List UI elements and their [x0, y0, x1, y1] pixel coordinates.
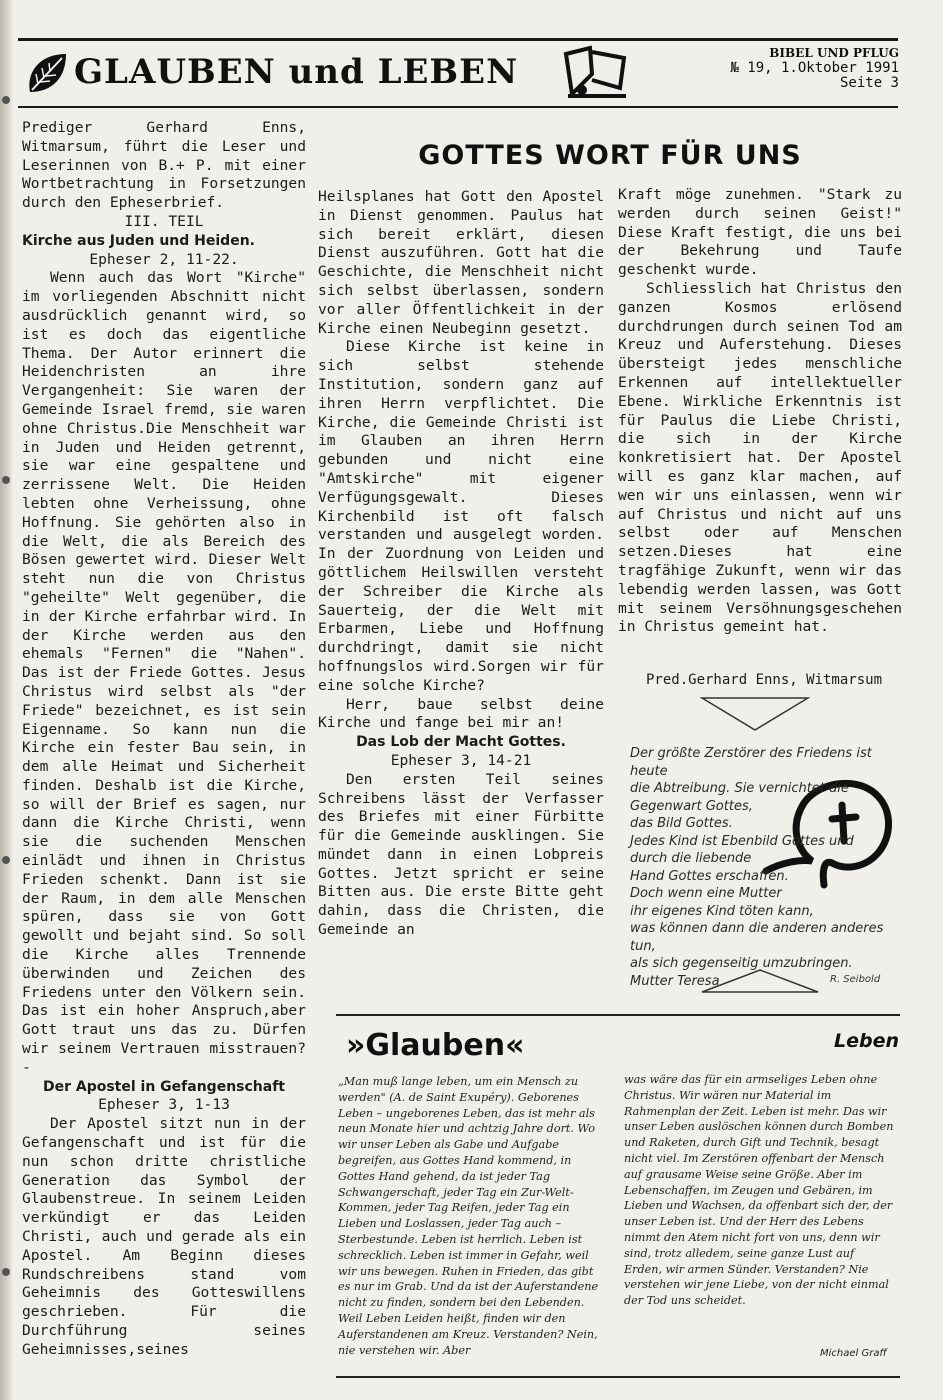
- poem-line: Hand Gottes erschaffen.: [630, 868, 789, 884]
- paragraph: Das Lob der Macht Gottes.: [356, 734, 566, 751]
- punch-hole: [2, 1268, 10, 1276]
- paragraph: Prediger Gerhard Enns, Witmarsum, führt die Leser und Leserinnen von B.+ P. mit einer Wortbetrachtung in Forsetzungen durch den Epheserbrief.: [22, 119, 306, 212]
- leben-title: Leben: [834, 1030, 900, 1052]
- article-column-2: [318, 188, 604, 940]
- paragraph: Der Apostel sitzt nun in der Gefangenschaft und ist für die nun schon dritte christliche Generation das Symbol der Glaubenstreue. In seinem Leiden verkündigt er das Leiden Christi, auch und gerade als ein Apostel. Am Beginn dieses Rundschreibens stand vom Geheimnis des Gotteswillens geschrieben. Für die Durchführung seines Geheimnisses,seines: [22, 1115, 306, 1358]
- issue-info: [730, 46, 899, 91]
- issue-date: № 19, 1.Oktober 1991: [730, 60, 899, 76]
- essay-column-2: was wäre das für ein armseliges Leben ohne Christus. Wir wären nur Material im Rahmenplan der Zeit. Leben ist mehr. Das wir unser Leben auslöschen können durch Bomben und Raketen, durch Gift und Technik, besagt nicht viel. Im Zerstören offenbart der Mensch auf grausame Weise seine Größe. Aber im Lebenschaffen, im Zeugen und Gebären, im Lieben und Wachsen, da offenbart sich der, der unser Leben ist. Und der Herr des Lebens nimmt den Atem nicht fort von uns, denn wir sind, trotz alledem, seine ganze Lust auf Erden, wir armen Sünder. Verstanden? Nie verstehen wir jene Liebe, von der nicht einmal der Tod uns scheidet.: [624, 1073, 894, 1308]
- article-column-3: [618, 186, 902, 637]
- publication-name: BIBEL UND PFLUG: [769, 46, 899, 60]
- glauben-title: »Glauben«: [346, 1028, 525, 1063]
- poem-text: [630, 745, 890, 990]
- poem-line: Jedes Kind ist Ebenbild Gottes und: [630, 833, 854, 849]
- paragraph: Diese Kirche ist keine in sich selbst stehende Institution, sondern ganz auf ihren Herrn verpflichtet. Die Kirche, die Gemeinde Christi ist im Glauben an ihren Herrn gebunden und nicht eine "Amtskirche" mit eigener Verfügungsgewalt. Dieses Kirchenbild ist oft falsch verstanden und ausgelegt worden. In der Zuordnung von Leiden und göttlichem Heilswillen versteht der Schreiber die Kirche als Sauerteig, der die Welt mit Erbarmen, Liebe und Hoffnung durchdringt, damit sie nicht hoffnungslos wird.Sorgen wir für eine solche Kirche?: [318, 338, 604, 694]
- masthead-title: GLAUBEN und LEBEN: [74, 52, 519, 92]
- poem-signature: R. Seibold: [830, 974, 881, 985]
- poem-line: durch die liebende: [630, 851, 752, 866]
- page-number: Seite 3: [839, 75, 899, 91]
- box-rule-bottom: [336, 1376, 900, 1378]
- article-title: GOTTES WORT FÜR UNS: [418, 140, 802, 171]
- triangle-ornament-top: [700, 696, 810, 732]
- poem-line: die Abtreibung. Sie vernichtet die: [630, 781, 849, 796]
- essay-signature: Michael Graff: [820, 1348, 887, 1359]
- article-column-1: [22, 119, 306, 1360]
- plough-icon: [562, 44, 632, 104]
- punch-hole: [2, 476, 10, 484]
- box-rule-top: [336, 1014, 900, 1016]
- paragraph: Herr, baue selbst deine Kirche und fange bei mir an!: [318, 695, 604, 732]
- poem-line: Doch wenn eine Mutter: [630, 886, 782, 901]
- poem-line: ihr eigenes Kind töten kann,: [630, 903, 814, 919]
- paragraph: Kirche aus Juden und Heiden.: [22, 232, 255, 249]
- poem-line: Gegenwart Gottes,: [630, 798, 753, 814]
- poem-line: was können dann die anderen anderes tun,: [630, 921, 884, 954]
- binding-edge: [0, 0, 12, 1400]
- paragraph: Heilsplanes hat Gott den Apostel in Dienst genommen. Paulus hat sich bereit erklärt, diesen Dienst auszuführen. Gott hat die Geschichte, die Menschheit nicht sich selbst überlassen, sondern vor aller Öffentlichkeit in der Kirche einen Neubeginn gesetzt.: [318, 188, 604, 337]
- poem-line: Mutter Teresa: [630, 973, 720, 989]
- paragraph: III. TEIL: [124, 212, 204, 230]
- paragraph: Der Apostel in Gefangenschaft: [42, 1078, 285, 1095]
- essay-column-1: „Man muß lange leben, um ein Mensch zu werden" (A. de Saint Exupéry). Geborenes Leben – ungeborenes Leben, das ist mehr als neun Monate hier und achtzig Jahre dort. Wo wir unser Leben als Gabe und Aufgabe begreifen, aus Gottes Hand kommend, in Gottes Hand gehend, da ist jeder Tag Schwangerschaft, jeder Tag ein Zur-Welt-Kommen, jeder Tag Reifen, jeder Tag ein Lieben und Loslassen, jeder Tag auch – Sterbestunde. Leben ist herrlich. Leben ist schrecklich. Leben ist immer in Gefahr, weil wir uns bewegen. Ruhen in Frieden, das gibt es nur im Grab. Und da ist der Auferstandene nicht zu finden, sondern bei den Lebenden. Weil Leben Leiden heißt, finden wir den Auferstandenen am Kreuz. Verstanden? Nein, nie verstehen wir. Aber: [338, 1075, 599, 1357]
- punch-hole: [2, 856, 10, 864]
- paragraph: Schliesslich hat Christus den ganzen Kosmos erlösend durchdrungen durch seinen Tod am Kreuz und Auferstehung. Dieses übersteigt jedes menschliche Erkennen auf intellektueller Ebene. Wirkliche Erkenntnis ist für Paulus die Liebe Christi, die sich in der Kirche konkretisiert hat. Der Apostel will es ganz klar machen, auf wen wir uns einlassen, wenn wir auf Christus und nicht auf uns selbst oder auf Menschen setzen.Dieses hat eine tragfähige Zukunft, wenn wir das lebendig werden lassen, was Gott mit seinem Versöhnungsgeschehen in Christus gemeint hat.: [618, 279, 902, 636]
- triangle-ornament-bottom: [700, 968, 820, 994]
- header-rule-top: [18, 38, 898, 41]
- paragraph: Den ersten Teil seines Schreibens lässt der Verfasser des Briefes mit einer Fürbitte für die Gemeinde ausklingen. Sie mündet dann in einen Lobpreis Gottes. Jetzt spricht er seine Bitten aus. Die erste Bitte geht dahin, dass die Christen, die Gemeinde an: [318, 770, 604, 939]
- header-rule-bottom: [18, 106, 898, 108]
- masthead: [22, 44, 612, 102]
- poem-line: als sich gegenseitig umzubringen.: [630, 956, 853, 971]
- paragraph: Epheser 2, 11-22.: [89, 250, 239, 268]
- poem-line: Der größte Zerstörer des Friedens ist heute: [630, 746, 872, 779]
- paragraph: Wenn auch das Wort "Kirche" im vorliegenden Abschnitt nicht ausdrücklich genannt wird, so ist es doch das eigentliche Thema. Der Autor erinnert die Heidenchristen an ihre Vergangenheit: Sie waren der Gemeinde Israel fremd, sie waren ohne Christus.Die Menschheit war in Juden und Heiden getrennt, sie war eine gespaltene und zerrissene Welt. Die Heiden lebten ohne Verheissung, ohne Hoffnung. Sie gehörten also in die Welt, die als Bereich des Bösen gewertet wird. Dieser Welt steht nun die von Christus "geheilte" Welt gegenüber, die in der Kirche erfahrbar wird. In der Kirche werden aus den ehemals "Fernen" die "Nahen". Das ist der Friede Gottes. Jesus Christus wird selbst als "der Friede" bezeichnet, es ist sein Eigenname. So kann nun die Kirche ein fester Bau sein, in dem alle Heimat und Sicherheit finden. Deshalb ist die Kirche, so will der Brief es sagen, nur dann die Kirche Christi, wenn sie die suchenden Menschen einlädt und ihnen in Christus Frieden schenkt. Dann ist sie der Raum, in dem alle Menschen spüren, dass sie von Gott gewollt und bejaht sind. So soll die Kirche alles Trennende überwinden und Zeichen des Friedens unter den Völkern sein. Das ist ein hoher Anspruch,aber Gott traut uns das zu. Dürfen wir seinem Vertrauen misstrauen? -: [22, 269, 306, 1076]
- paragraph: Kraft möge zunehmen. "Stark zu werden durch seinen Geist!" Diese Kraft festigt, die uns bei der Bekehrung und Taufe geschenkt wurde.: [618, 186, 902, 279]
- punch-hole: [2, 96, 10, 104]
- leaf-icon: [22, 48, 72, 98]
- poem-line: das Bild Gottes.: [630, 816, 733, 831]
- article-author: Pred.Gerhard Enns, Witmarsum: [646, 672, 883, 688]
- paragraph: Epheser 3, 14-21: [390, 751, 532, 769]
- paragraph: Epheser 3, 1-13: [98, 1096, 230, 1114]
